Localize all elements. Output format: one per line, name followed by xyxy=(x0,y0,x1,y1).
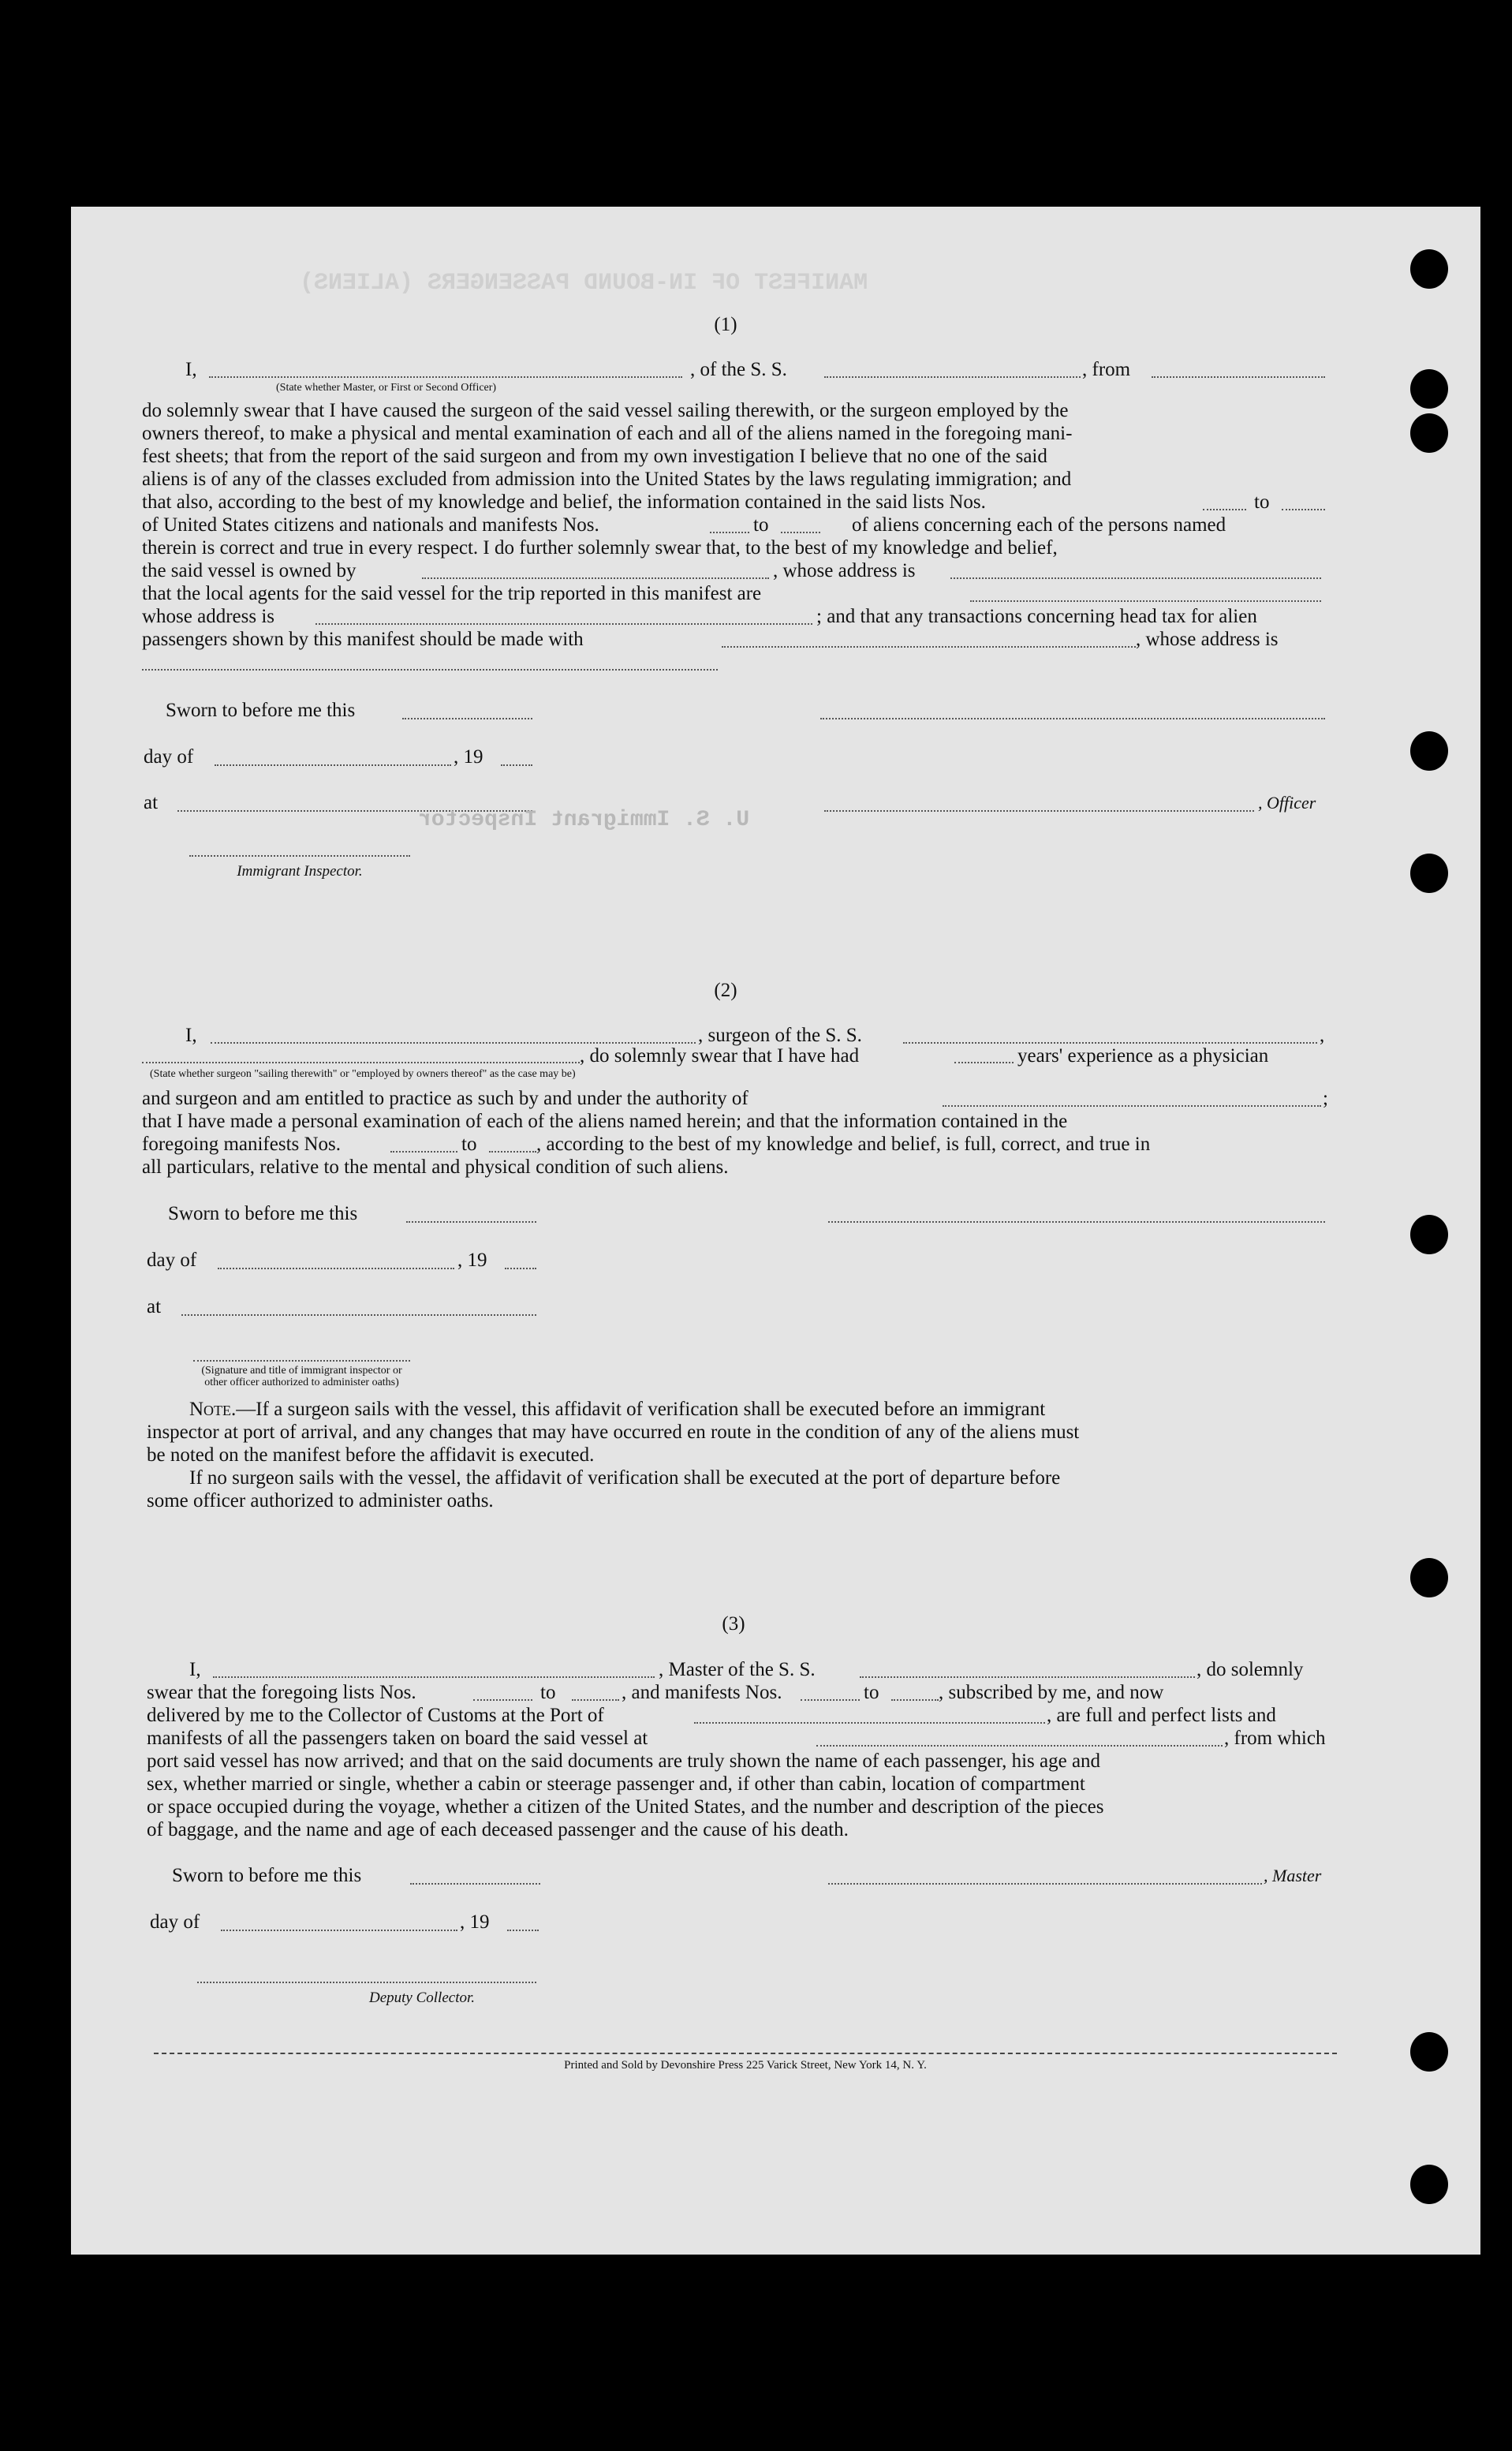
s2-right-signature-blank xyxy=(828,1221,1325,1223)
s3-lists-from-blank xyxy=(473,1699,532,1701)
s3-collector-label: Deputy Collector. xyxy=(368,1990,476,2006)
s2-authority-blank xyxy=(943,1105,1321,1107)
punch-hole xyxy=(1410,731,1448,771)
s1-whose-address-2: , whose address is xyxy=(1136,629,1279,650)
s1-line-7: therein is correct and true in every respect. I do further solemnly swear that, to the best of my knowledge and belief, xyxy=(142,537,1058,559)
s1-sworn-blank xyxy=(402,718,532,719)
punch-hole xyxy=(1410,854,1448,893)
s2-sig-note-2: other officer authorized to administer oaths) xyxy=(204,1377,399,1388)
s1-line-10: whose address is xyxy=(142,606,275,627)
s1-to-1: to xyxy=(1254,491,1270,513)
s3-manifests-from-blank xyxy=(801,1699,860,1701)
s3-subscribed: , subscribed by me, and now xyxy=(939,1682,1164,1703)
section-3-number: (3) xyxy=(722,1613,745,1635)
s3-master: , Master xyxy=(1264,1866,1322,1885)
s3-l2a: swear that the foregoing lists Nos. xyxy=(147,1682,416,1703)
s1-line-3: fest sheets; that from the report of the said surgeon and from my own investigation I believe that no one of the said xyxy=(142,446,1047,467)
s2-to: to xyxy=(461,1134,477,1155)
s3-l4b: , from which xyxy=(1224,1728,1326,1749)
printer-footer: Printed and Sold by Devonshire Press 225 Varick Street, New York 14, N. Y. xyxy=(564,2059,927,2072)
s3-master-of: , Master of the S. S. xyxy=(659,1659,816,1680)
s1-lists-to-blank xyxy=(1282,509,1325,510)
s2-at-blank xyxy=(181,1314,536,1316)
s3-sworn: Sworn to before me this xyxy=(172,1865,362,1886)
s2-line-4: all particulars, relative to the mental and physical condition of such aliens. xyxy=(142,1156,729,1178)
s3-l4a: manifests of all the passengers taken on board the said vessel at xyxy=(147,1728,648,1749)
punch-hole xyxy=(1410,1215,1448,1254)
s3-master-signature-blank xyxy=(828,1883,1262,1885)
s2-semicolon: ; xyxy=(1323,1088,1328,1109)
s2-sworn: Sworn to before me this xyxy=(168,1203,358,1224)
s3-line-8: of baggage, and the name and age of each deceased passenger and the cause of his death. xyxy=(147,1819,849,1840)
s1-year-blank xyxy=(501,764,532,766)
s1-at: at xyxy=(144,792,159,813)
s2-state-note: (State whether surgeon "sailing therewith" or "employed by owners thereof" as the case may be) xyxy=(150,1068,576,1080)
s2-I: I, xyxy=(185,1025,197,1046)
s2-line-2: that I have made a personal examination of each of the aliens named herein; and that the information contained in the xyxy=(142,1111,1068,1132)
punch-hole xyxy=(1410,2165,1448,2204)
s1-line-5: that also, according to the best of my knowledge and belief, the information contained in the said lists Nos. xyxy=(142,491,986,513)
s1-of-ss: , of the S. S. xyxy=(690,359,787,380)
punch-hole xyxy=(1410,1558,1448,1597)
s1-owner-address-blank xyxy=(950,577,1321,579)
s2-comma: , xyxy=(1320,1025,1325,1046)
s2-note-5: some officer authorized to administer oaths. xyxy=(147,1490,494,1511)
s2-swear: , do solemnly swear that I have had xyxy=(580,1045,860,1067)
s1-day-blank xyxy=(215,764,451,766)
s2-note-3: be noted on the manifest before the affidavit is executed. xyxy=(147,1444,595,1466)
s3-l3a: delivered by me to the Collector of Customs at the Port of xyxy=(147,1705,604,1726)
s3-line-5: port said vessel has now arrived; and that on the said documents are truly shown the name of each passenger, his age and xyxy=(147,1750,1101,1772)
s3-to-1: to xyxy=(540,1682,556,1703)
s3-port-blank xyxy=(694,1722,1045,1724)
s3-line-6: sex, whether married or single, whether a cabin or steerage passenger and, if other than cabin, location of compartment xyxy=(147,1773,1085,1795)
punch-hole xyxy=(1410,369,1448,409)
s3-day-of: day of xyxy=(150,1911,200,1933)
s1-line-8: the said vessel is owned by xyxy=(142,560,357,581)
s2-surgeon-name-blank xyxy=(211,1042,696,1044)
s1-to-2: to xyxy=(753,514,769,536)
s3-to-2: to xyxy=(864,1682,879,1703)
s1-ship-name-blank xyxy=(824,376,1081,378)
s2-according: , according to the best of my knowledge and belief, is full, correct, and true in xyxy=(536,1134,1151,1155)
s1-officer: , Officer xyxy=(1258,793,1316,813)
s1-line-6: of United States citizens and nationals and manifests Nos. xyxy=(142,514,599,536)
s1-headtax-blank xyxy=(722,646,1136,648)
s1-lists-from-blank xyxy=(1203,509,1246,510)
s2-ship-blank xyxy=(903,1042,1317,1044)
s1-agents-address-blank xyxy=(315,623,812,625)
s3-l3b: , are full and perfect lists and xyxy=(1047,1705,1276,1726)
s1-line-11: passengers shown by this manifest should be made with xyxy=(142,629,584,650)
s2-signature-blank xyxy=(193,1360,410,1362)
s1-of-aliens: of aliens concerning each of the persons named xyxy=(852,514,1226,536)
s3-master-name-blank xyxy=(213,1676,655,1678)
form-page xyxy=(71,207,1480,2255)
s1-day-of: day of xyxy=(144,746,194,768)
s1-line-1: do solemnly swear that I have caused the surgeon of the said vessel sailing therewith, or the surgeon employed by the xyxy=(142,400,1069,421)
s2-manifests-from-blank xyxy=(390,1151,457,1153)
s1-sworn: Sworn to before me this xyxy=(166,700,356,721)
s3-taken-at-blank xyxy=(816,1745,1223,1747)
s3-ship-blank xyxy=(860,1676,1195,1678)
s3-line-7: or space occupied during the voyage, whether a citizen of the United States, and the number and description of the pieces xyxy=(147,1796,1104,1818)
s1-officer-signature-blank xyxy=(824,810,1254,812)
s2-at: at xyxy=(147,1296,162,1317)
section-1-number: (1) xyxy=(714,314,737,335)
s3-and-manifests: , and manifests Nos. xyxy=(622,1682,782,1703)
s2-year-blank xyxy=(505,1268,536,1269)
s3-day-blank xyxy=(221,1930,457,1931)
section-2-number: (2) xyxy=(714,980,737,1001)
s2-years-blank xyxy=(954,1062,1014,1063)
s1-officer-name-blank xyxy=(209,376,682,378)
s2-nineteen: , 19 xyxy=(457,1250,487,1271)
footer-rule xyxy=(154,2053,1337,2054)
punch-hole xyxy=(1410,413,1448,453)
s1-owner-blank xyxy=(422,577,769,579)
s1-line-2: owners thereof, to make a physical and mental examination of each and all of the aliens named in the foregoing mani- xyxy=(142,423,1073,444)
s1-head-tax: ; and that any transactions concerning head tax for alien xyxy=(816,606,1257,627)
s1-right-signature-blank xyxy=(820,718,1325,719)
s1-manifests-to-blank xyxy=(781,532,820,533)
s1-nineteen: , 19 xyxy=(454,746,483,768)
s1-inspector-label: Immigrant Inspector. xyxy=(237,863,363,880)
s2-surgeon-of: , surgeon of the S. S. xyxy=(698,1025,862,1046)
punch-hole xyxy=(1410,2032,1448,2072)
s2-manifests-to-blank xyxy=(489,1151,536,1153)
s2-sworn-blank xyxy=(406,1221,536,1223)
s1-state-note: (State whether Master, or First or Second Officer) xyxy=(276,382,497,394)
s3-nineteen: , 19 xyxy=(460,1911,490,1933)
s3-do-solemnly: , do solemnly xyxy=(1197,1659,1304,1680)
s2-line-1: and surgeon and am entitled to practice as such by and under the authority of xyxy=(142,1088,749,1109)
inspector-stamp: U. S. Immigrant Inspector xyxy=(418,808,750,832)
s3-manifests-to-blank xyxy=(891,1699,939,1701)
s3-I: I, xyxy=(189,1659,201,1680)
note-label: Note. xyxy=(189,1399,237,1420)
note-line-1: —If a surgeon sails with the vessel, this affidavit of verification shall be executed before an immigrant xyxy=(236,1399,1046,1420)
s3-sworn-blank xyxy=(410,1883,540,1885)
punch-hole xyxy=(1410,249,1448,289)
s1-from-blank xyxy=(1152,376,1325,378)
s1-from: , from xyxy=(1082,359,1131,380)
s2-capacity-blank xyxy=(142,1062,580,1063)
s1-I: I, xyxy=(185,359,197,380)
bleed-through-text: MANIFEST OF IN-BOUND PASSENGERS (ALIENS) xyxy=(300,270,868,297)
s2-sig-note-1: (Signature and title of immigrant inspector or xyxy=(201,1365,402,1377)
s1-manifests-from-blank xyxy=(710,532,749,533)
s2-note-1 xyxy=(189,1398,1045,1421)
s2-note-2: inspector at port of arrival, and any changes that may have occurred en route in the condition of any of the aliens must xyxy=(147,1422,1080,1443)
s1-line-4: aliens is of any of the classes excluded from admission into the United States by the laws regulating immigration; and xyxy=(142,469,1072,490)
s3-year-blank xyxy=(507,1930,539,1931)
s2-line-3: foregoing manifests Nos. xyxy=(142,1134,342,1155)
s3-lists-to-blank xyxy=(572,1699,619,1701)
s1-agents-blank xyxy=(970,600,1321,602)
s2-years: years' experience as a physician xyxy=(1017,1045,1269,1067)
s3-collector-signature-blank xyxy=(197,1982,536,1983)
s2-day-blank xyxy=(218,1268,454,1269)
s1-headtax-address-blank xyxy=(142,669,718,671)
s1-whose-address: , whose address is xyxy=(773,560,916,581)
s2-day-of: day of xyxy=(147,1250,197,1271)
s2-note-4: If no surgeon sails with the vessel, the affidavit of verification shall be executed at the port of departure before xyxy=(189,1467,1061,1489)
s1-line-9: that the local agents for the said vessel for the trip reported in this manifest are xyxy=(142,583,762,604)
s1-inspector-signature-blank xyxy=(189,855,410,857)
